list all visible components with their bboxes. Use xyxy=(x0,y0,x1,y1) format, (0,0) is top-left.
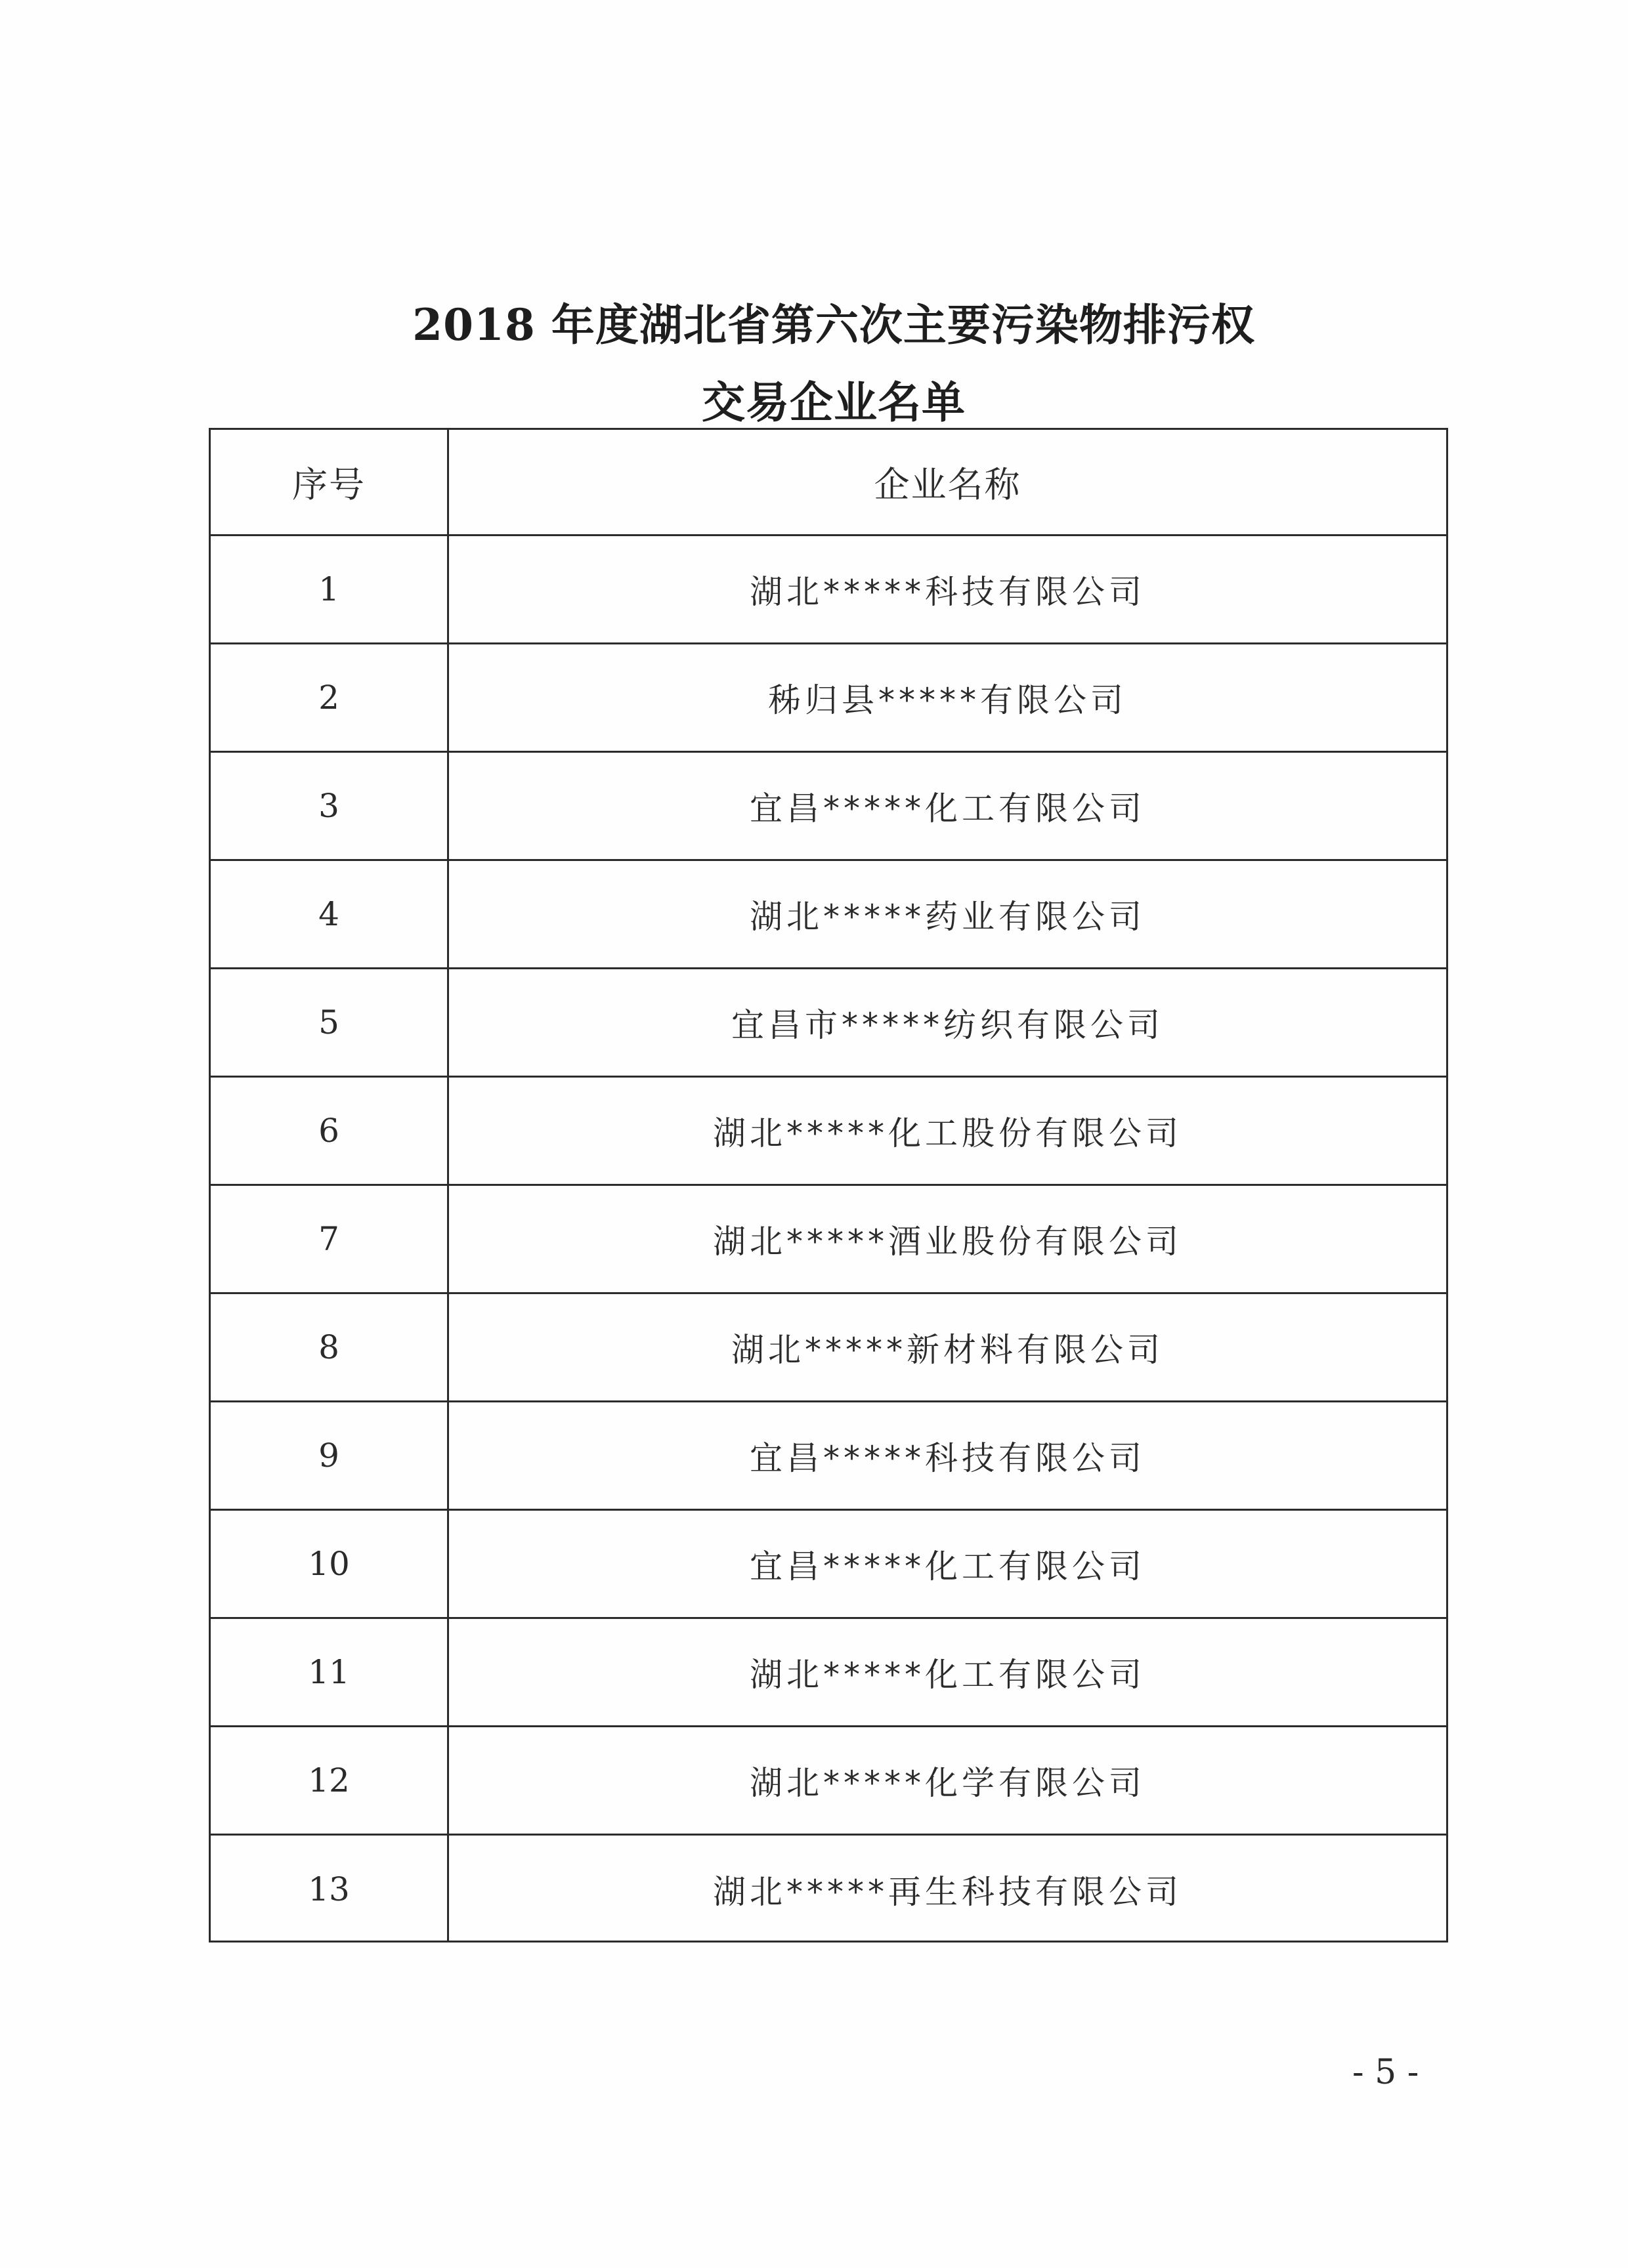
table-row xyxy=(211,1619,1446,1727)
row-index: 6 xyxy=(211,1078,449,1184)
row-enterprise-name: 湖北*****再生科技有限公司 xyxy=(713,1872,1182,1911)
row-enterprise-name: 湖北*****科技有限公司 xyxy=(750,573,1146,611)
row-index: 13 xyxy=(211,1836,449,1942)
document-title-line-2: 交易企业名单 xyxy=(702,377,966,428)
row-index: 3 xyxy=(211,753,449,859)
row-enterprise-name: 宜昌市*****纺织有限公司 xyxy=(731,1006,1164,1044)
row-enterprise-name: 湖北*****新材料有限公司 xyxy=(731,1331,1164,1369)
row-enterprise-name: 湖北*****化学有限公司 xyxy=(750,1764,1146,1802)
table-row xyxy=(211,1078,1446,1186)
table-row xyxy=(211,1727,1446,1836)
row-enterprise-name: 湖北*****酒业股份有限公司 xyxy=(713,1223,1182,1261)
row-enterprise-name: 秭归县*****有限公司 xyxy=(768,681,1127,719)
row-enterprise-name: 湖北*****化工有限公司 xyxy=(750,1656,1146,1694)
row-enterprise-name: 宜昌*****科技有限公司 xyxy=(750,1439,1146,1477)
row-enterprise-name: 湖北*****药业有限公司 xyxy=(750,898,1146,936)
row-index: 9 xyxy=(211,1402,449,1509)
row-index: 1 xyxy=(211,536,449,642)
table-row xyxy=(211,753,1446,861)
row-index: 2 xyxy=(211,644,449,751)
document-title-line-1: 2018 年度湖北省第六次主要污染物排污权 xyxy=(412,299,1255,350)
table-row xyxy=(211,1511,1446,1619)
row-enterprise-name: 宜昌*****化工有限公司 xyxy=(750,1547,1146,1586)
row-enterprise-name: 湖北*****化工股份有限公司 xyxy=(713,1114,1182,1152)
table-row xyxy=(211,536,1446,644)
table-header-row xyxy=(211,430,1446,536)
table-row xyxy=(211,969,1446,1078)
row-index: 11 xyxy=(211,1619,449,1725)
header-index: 序号 xyxy=(211,430,449,534)
header-name: 企业名称 xyxy=(874,464,1021,505)
row-index: 8 xyxy=(211,1294,449,1400)
table-row xyxy=(211,861,1446,969)
table-row xyxy=(211,1836,1446,1942)
row-index: 7 xyxy=(211,1186,449,1292)
row-index: 10 xyxy=(211,1511,449,1617)
table-row xyxy=(211,1402,1446,1511)
table-row xyxy=(211,644,1446,753)
table-row xyxy=(211,1294,1446,1402)
page-number: - 5 - xyxy=(1352,2053,1419,2092)
enterprise-table xyxy=(209,428,1448,1942)
row-index: 4 xyxy=(211,861,449,967)
row-index: 5 xyxy=(211,969,449,1076)
table-row xyxy=(211,1186,1446,1294)
row-enterprise-name: 宜昌*****化工有限公司 xyxy=(750,789,1146,828)
row-index: 12 xyxy=(211,1727,449,1834)
